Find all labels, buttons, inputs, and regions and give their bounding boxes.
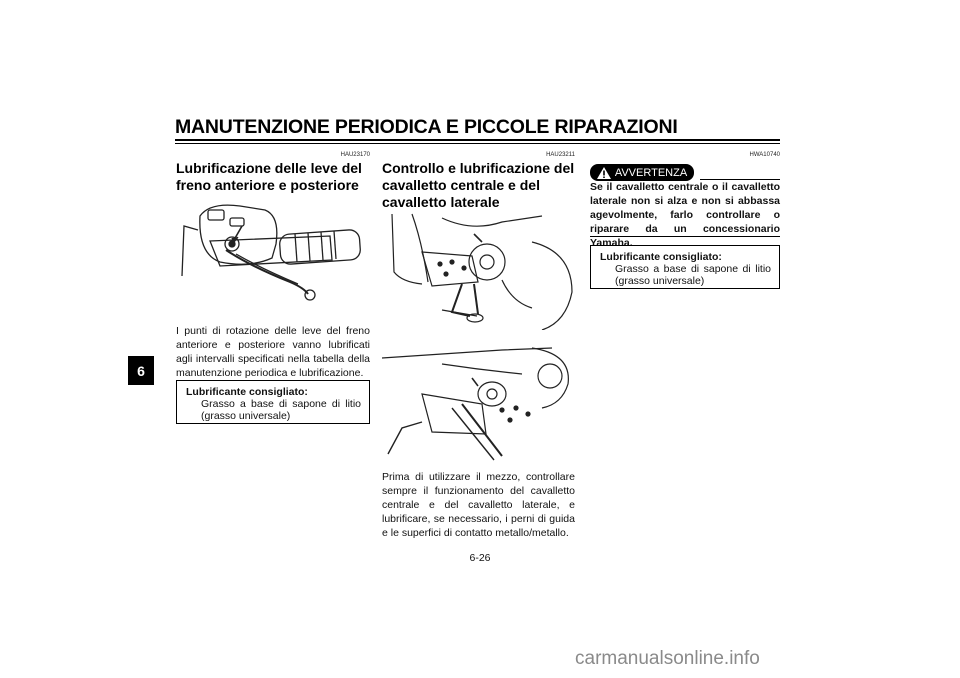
warning-text: Se il cavalletto centrale o il cavalletto laterale non si alza e non si abbassa agevolmente, farlo controllare o riparare da un concessionario Yamaha. [590,181,780,249]
section-heading-stands: Controllo e lubrificazione del cavalletto centrale e del cavalletto laterale [382,160,575,210]
warning-triangle-icon [597,167,611,179]
watermark: carmanualsonline.info [575,648,760,669]
lubricant-value: Grasso a base di sapone di litio (grasso universale) [201,398,361,422]
brake-lever-illustration [180,196,370,306]
header-rule-thin [175,143,780,144]
lubricant-label: Lubrificante consigliato: [186,386,308,398]
chapter-tab: 6 [128,356,154,385]
page-number: 6-26 [469,552,491,564]
lubricant-value: Grasso a base di sapone di litio (grasso universale) [615,263,771,287]
lubricant-label: Lubrificante consigliato: [600,251,722,263]
header-rule [175,139,780,141]
sidestand-illustration [382,344,577,462]
warning-badge [590,164,694,181]
section-code: HWA10740 [749,152,780,158]
lubricant-box-stands [590,245,780,289]
centerstand-illustration [382,212,577,330]
section-code: HAU23170 [340,152,370,158]
warning-label: AVVERTENZA [614,166,688,179]
warning-bottom-rule [590,236,780,237]
brake-levers-body: I punti di rotazione delle leve del freno anteriore e posteriore vanno lubrificati agli intervalli specificati nella tabella della manutenzione periodica e lubrificazione. [176,325,370,379]
stands-body: Prima di utilizzare il mezzo, controllare sempre il funzionamento del cavalletto centrale e del cavalletto laterale, e lubrificare, se necessario, i perni di guida e le superfici di contatto metallo/metallo. [382,471,575,539]
page-title: MANUTENZIONE PERIODICA E PICCOLE RIPARAZIONI [175,116,678,138]
section-heading-brake-levers: Lubrificazione delle leve del freno anteriore e posteriore [176,160,362,193]
lubricant-box-brake [176,380,370,424]
section-code: HAU23211 [546,152,575,158]
